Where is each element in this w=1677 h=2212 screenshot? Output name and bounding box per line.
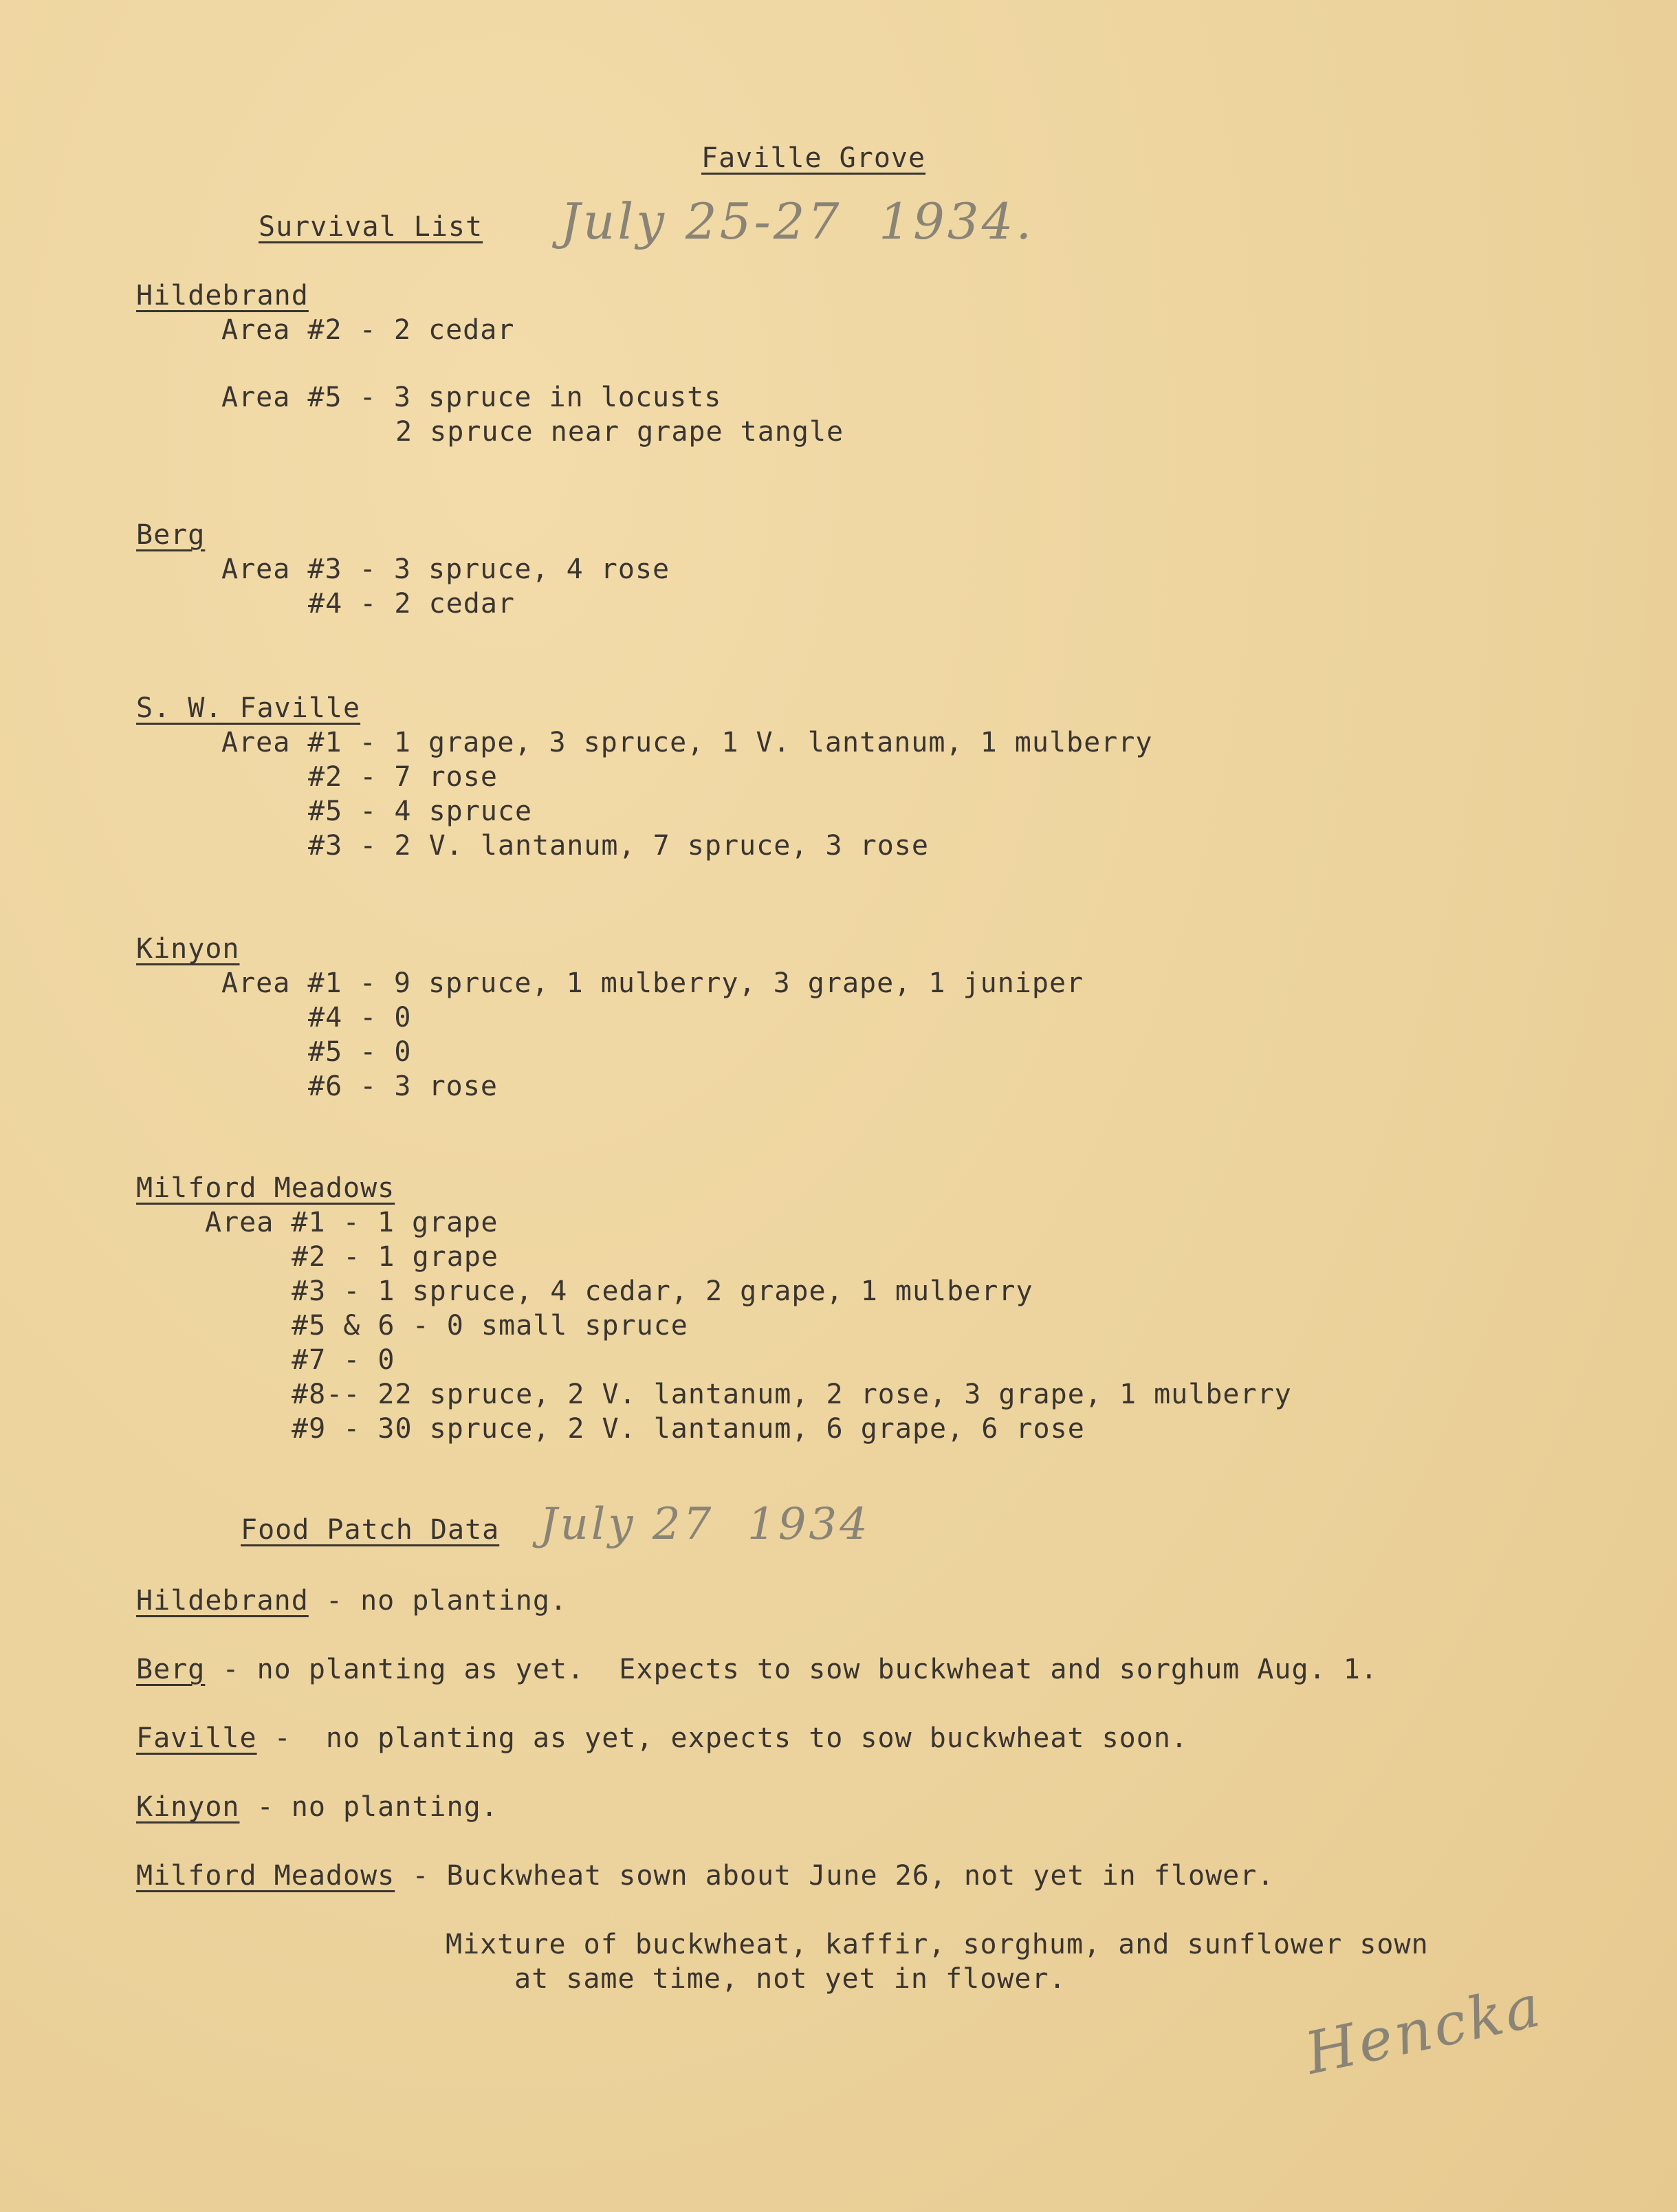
food-milford-text: - Buckwheat sown about June 26, not yet in flower. xyxy=(395,1860,1275,1892)
sw-faville-line-4: #3 - 2 V. lantanum, 7 spruce, 3 rose xyxy=(308,830,929,862)
milford-line-7: #9 - 30 spruce, 2 V. lantanum, 6 grape, 6 rose xyxy=(292,1413,1085,1445)
kinyon-line-4: #6 - 3 rose xyxy=(308,1071,498,1102)
food-berg-text: - no planting as yet. Expects to sow buckwheat and sorghum Aug. 1. xyxy=(205,1654,1378,1685)
food-kinyon-text: - no planting. xyxy=(239,1791,498,1823)
milford-line-1: Area #1 - 1 grape xyxy=(205,1207,498,1238)
hildebrand-heading: Hildebrand xyxy=(136,280,309,311)
milford-line-2: #2 - 1 grape xyxy=(292,1241,498,1273)
sw-faville-line-1: Area #1 - 1 grape, 3 spruce, 1 V. lantanum, 1 mulberry xyxy=(221,727,1153,758)
kinyon-heading: Kinyon xyxy=(136,933,240,965)
milford-line-3: #3 - 1 spruce, 4 cedar, 2 grape, 1 mulberry xyxy=(292,1275,1033,1307)
berg-line-1: Area #3 - 3 spruce, 4 rose xyxy=(221,554,670,585)
survival-list-heading: Survival List xyxy=(259,211,483,243)
document-title: Faville Grove xyxy=(701,142,926,174)
survival-date-note: July 25-27 1934. xyxy=(560,193,1035,250)
berg-heading: Berg xyxy=(136,519,206,551)
food-hildebrand-name: Hildebrand xyxy=(136,1585,309,1617)
food-patch-heading: Food Patch Data xyxy=(241,1514,500,1546)
food-faville-row xyxy=(136,1721,1188,1755)
food-milford-mix-line-2: at same time, not yet in flower. xyxy=(514,1963,1066,1995)
berg-line-2: #4 - 2 cedar xyxy=(308,588,515,620)
kinyon-line-2: #4 - 0 xyxy=(308,1002,412,1033)
food-date-note: July 27 1934 xyxy=(540,1499,870,1550)
hildebrand-line-3: 2 spruce near grape tangle xyxy=(395,416,844,448)
food-milford-row xyxy=(136,1859,1274,1893)
hildebrand-line-2: Area #5 - 3 spruce in locusts xyxy=(221,382,722,413)
food-hildebrand-row xyxy=(136,1584,567,1618)
sw-faville-heading: S. W. Faville xyxy=(136,692,361,724)
food-faville-name: Faville xyxy=(136,1722,257,1754)
hildebrand-line-1: Area #2 - 2 cedar xyxy=(221,314,515,346)
food-berg-name: Berg xyxy=(136,1654,206,1685)
food-hildebrand-text: - no planting. xyxy=(308,1585,568,1617)
food-berg-row xyxy=(136,1652,1378,1687)
handwritten-signature: Hencka xyxy=(1300,1971,1548,2088)
food-kinyon-row xyxy=(136,1790,498,1824)
food-milford-mix-line-1: Mixture of buckwheat, kaffir, sorghum, and sunflower sown xyxy=(446,1929,1429,1960)
food-milford-name: Milford Meadows xyxy=(136,1860,395,1892)
milford-line-6: #8-- 22 spruce, 2 V. lantanum, 2 rose, 3 grape, 1 mulberry xyxy=(292,1379,1292,1410)
milford-line-5: #7 - 0 xyxy=(292,1344,395,1376)
sw-faville-line-2: #2 - 7 rose xyxy=(308,761,498,793)
food-kinyon-name: Kinyon xyxy=(136,1791,240,1823)
milford-line-4: #5 & 6 - 0 small spruce xyxy=(292,1310,688,1342)
sw-faville-line-3: #5 - 4 spruce xyxy=(308,796,533,827)
food-faville-text: - no planting as yet, expects to sow buckwheat soon. xyxy=(256,1722,1189,1754)
kinyon-line-3: #5 - 0 xyxy=(308,1036,412,1068)
milford-heading: Milford Meadows xyxy=(136,1172,395,1204)
kinyon-line-1: Area #1 - 9 spruce, 1 mulberry, 3 grape, 1 juniper xyxy=(221,967,1084,999)
